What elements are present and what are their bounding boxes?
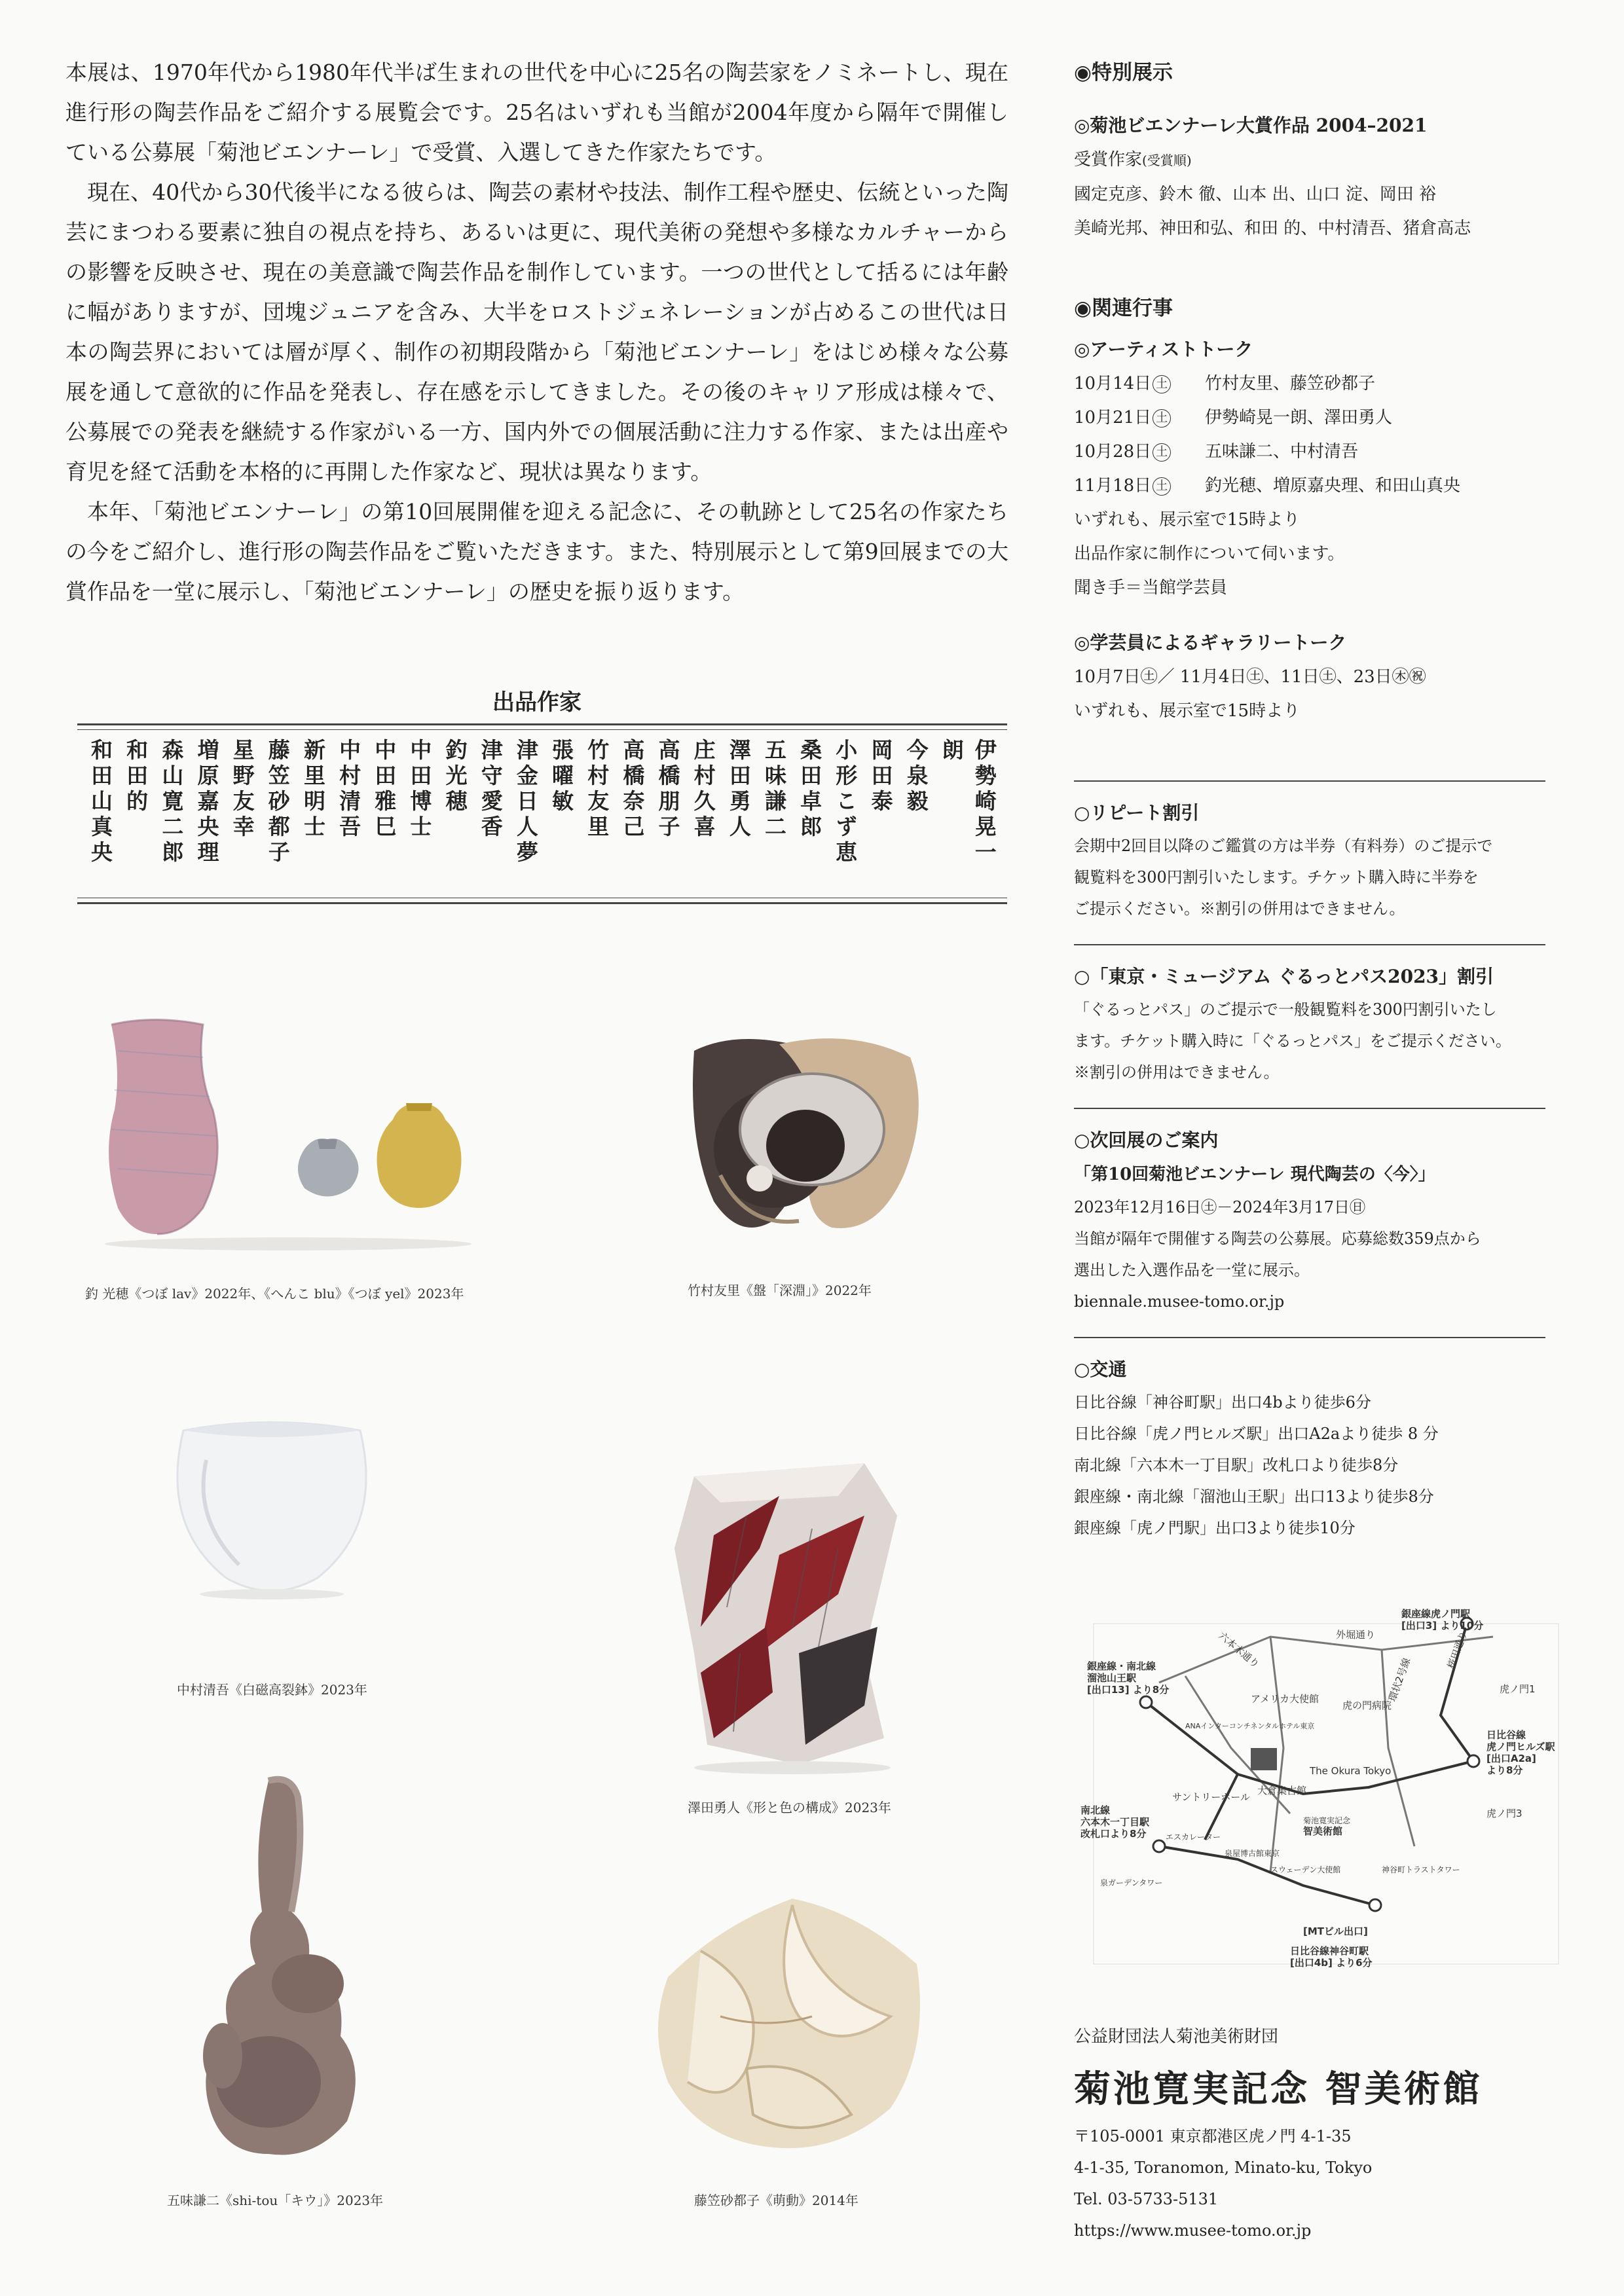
map-label-tameike-line: 銀座線・南北線 (1087, 1660, 1156, 1672)
artist-name: 新里明士 (300, 738, 326, 841)
artist-talk-names: 五味謙二、中村清吾 (1205, 442, 1359, 462)
access-line: 日比谷線「虎ノ門ヒルズ駅」出口A2aより徒歩 8 分 (1074, 1425, 1439, 1443)
intro-paragraph-1: 本展は、1970年代から1980年代半ば生まれの世代を中心に25名の陶芸家をノミネートし、現在進行形の陶芸作品をご紹介する展覧会です。25名はいずれも当館が2004年度から隔年で開催している公募展「菊池ビエンナーレ」で受賞、入選してきた作家たちです。 (65, 60, 1008, 165)
grutto-pass-text-2: ます。チケット購入時に「ぐるっとパス」をご提示ください。 (1074, 1032, 1511, 1050)
artist-name: 津守愛香 (477, 738, 504, 841)
artist-talk-date (1074, 367, 1205, 401)
artist-name: 五味謙二 (761, 738, 787, 841)
artist-name: 小形こず恵 (832, 738, 858, 866)
access-heading: ○交通 (1074, 1358, 1127, 1380)
special-exhibit-subheading: ◎菊池ビエンナーレ大賞作品 2004–2021 (1074, 115, 1428, 136)
map-label-toranomon1: 虎ノ門1 (1500, 1683, 1536, 1695)
artist-name: 津金日人夢 (513, 738, 539, 866)
day-of-week-badge: 土 (1153, 443, 1171, 462)
website-url[interactable]: https://www.musee-tomo.or.jp (1074, 2221, 1312, 2240)
map-label-senoku: 泉屋博古館東京 (1225, 1849, 1280, 1858)
info-column (1074, 56, 1545, 1544)
grutto-pass-text-1: 「ぐるっとパス」のご提示で一般観覧料を300円割引いたし (1074, 1000, 1497, 1019)
special-exhibit-artists-2: 美崎光邦、神田和弘、和田 的、中村清吾、猪倉高志 (1074, 219, 1471, 238)
address-english: 4-1-35, Toranomon, Minato-ku, Tokyo (1074, 2159, 1373, 2177)
map-label-escalator: エスカレーター (1166, 1832, 1221, 1842)
artists-list (77, 723, 1007, 904)
artist-talk-date (1074, 401, 1205, 435)
artist-columns (84, 738, 1001, 889)
telephone: Tel. 03-5733-5131 (1074, 2190, 1219, 2208)
artist-name: 張曜敏 (549, 738, 575, 815)
artist-talk-heading: ◎アーティストトーク (1074, 338, 1253, 360)
artist-talk-note-3: 聞き手＝当館学芸員 (1074, 578, 1228, 598)
work-caption-4: 澤田勇人《形と色の構成》2023年 (688, 1800, 891, 1815)
map-label-tameike: 溜池山王駅 (1087, 1672, 1137, 1684)
artist-name: 伊勢崎晃一朗 (938, 738, 997, 866)
divider (1074, 1108, 1545, 1109)
divider (1074, 944, 1545, 945)
map-label-toranomon-hills: 虎ノ門ヒルズ駅 (1486, 1741, 1555, 1753)
special-exhibit-note (1074, 143, 1545, 177)
work-caption-2: 竹村友里《盤「深淵」》2022年 (688, 1283, 872, 1298)
work-photo-nakamura-bowl (167, 1408, 377, 1604)
artist-talk-date-text: 10月21日 (1074, 408, 1152, 428)
map-label-museum: 智美術館 (1303, 1825, 1343, 1837)
map-label-kanjo: 環状2号線 (1386, 1656, 1413, 1704)
map-label-toranomon: 銀座線虎ノ門駅 (1401, 1608, 1471, 1620)
work-photo-sawada-form (668, 1457, 917, 1777)
day-of-week-badge: 土 (1153, 477, 1171, 496)
map-label-sakurada: 桜田通り (1445, 1629, 1470, 1671)
map-label-sen-garden: 泉ガーデンタワー (1100, 1878, 1163, 1887)
divider (1074, 1337, 1545, 1338)
repeat-discount-text-2: 観覧料を300円割引いたします。チケット購入時に半券を (1074, 868, 1479, 886)
artist-name: 澤田勇人 (726, 738, 752, 841)
special-exhibit-artists-1: 國定克彦、鈴木 徹、山本 出、山口 淀、岡田 裕 (1074, 185, 1437, 204)
special-exhibit-heading: ◉特別展示 (1074, 61, 1173, 84)
next-exhibition-title: 「第10回菊池ビエンナーレ 現代陶芸の〈今〉」 (1074, 1165, 1435, 1184)
access-line: 日比谷線「神谷町駅」出口4bより徒歩6分 (1074, 1393, 1371, 1412)
events-heading: ◉関連行事 (1074, 297, 1173, 320)
special-exhibit-note-text: 受賞作家 (1074, 150, 1143, 170)
access-line: 銀座線・南北線「溜池山王駅」出口13より徒歩8分 (1074, 1487, 1434, 1506)
map-label-mt-exit: [MTビル出口] (1303, 1925, 1368, 1937)
grutto-pass-heading: ○「東京・ミュージアム ぐるっとパス2023」割引 (1074, 966, 1494, 987)
access-map (1074, 1597, 1572, 2003)
artist-talk-date-text: 11月18日 (1074, 476, 1152, 496)
artist-name: 高橋朋子 (655, 738, 681, 841)
work-photo-fujikasa-sprouting (642, 1886, 936, 2167)
intro-paragraph-3: 本年、「菊池ビエンナーレ」の第10回展開催を迎える記念に、その軌跡として25名の作家たちの今をご紹介し、進行形の陶芸作品をご覧いただきます。また、特別展示として第9回展までの大賞作品を一堂に展示し、「菊池ビエンナーレ」の歴史を振り返ります。 (65, 499, 1008, 604)
map-label-sotobori: 外堀通り (1336, 1629, 1376, 1641)
next-exhibition-heading: ○次回展のご案内 (1074, 1129, 1219, 1151)
map-label-museum-top: 菊池寛実記念 (1303, 1816, 1351, 1825)
gallery-talk-note: いずれも、展示室で15時より (1074, 701, 1301, 721)
work-photo-takemura-plate (681, 1031, 930, 1247)
map-label-us-embassy: アメリカ大使館 (1251, 1693, 1319, 1705)
artist-name: 今泉毅 (903, 738, 929, 815)
museum-marker (1251, 1748, 1277, 1770)
map-label-okura-shukokan: 大倉集古館 (1257, 1785, 1307, 1796)
map-label-hibiya-line: 日比谷線 (1486, 1729, 1526, 1741)
map-label-toranomon-exit: [出口3] より10分 (1401, 1620, 1484, 1631)
artist-talk-row (1074, 367, 1545, 401)
map-label-kamiyacho: 日比谷線神谷町駅 (1290, 1945, 1369, 1957)
artist-name: 中田雅巳 (371, 738, 397, 841)
day-of-week-badge: 土 (1153, 409, 1171, 428)
artist-talk-date (1074, 469, 1205, 503)
access-line: 銀座線「虎ノ門駅」出口3より徒歩10分 (1074, 1519, 1356, 1537)
work-photo-gomi-sculpture (183, 1768, 380, 2174)
artist-talk-names: 釣光穂、増原嘉央理、和田山真央 (1205, 476, 1461, 496)
map-label-toranomon-hills-exit: [出口A2a] (1486, 1753, 1536, 1764)
map-label-suntory: サントリーホール (1172, 1791, 1250, 1803)
special-exhibit-note-small: (受賞順) (1142, 153, 1192, 168)
artist-talk-date-text: 10月28日 (1074, 442, 1152, 462)
artist-talk-date (1074, 435, 1205, 469)
work-caption-1: 釣 光穂《つぼ lav》2022年、《へんこ blu》《つぼ yel》2023年 (85, 1286, 464, 1302)
artist-talk-names: 伊勢崎晃一朗、澤田勇人 (1205, 408, 1393, 428)
gallery-talk-heading: ◎学芸員によるギャラリートーク (1074, 632, 1347, 653)
work-caption-3: 中村清吾《白磁高裂鉢》2023年 (177, 1682, 367, 1698)
artist-talk-note-2: 出品作家に制作について伺います。 (1074, 544, 1345, 564)
artist-name: 中田博士 (407, 738, 433, 841)
artist-name: 桑田卓郎 (797, 738, 823, 841)
repeat-discount-text-1: 会期中2回目以降のご鑑賞の方は半券（有料券）のご提示で (1074, 837, 1493, 855)
map-label-roppongi-dori: 六本木通り (1216, 1630, 1262, 1671)
access-line: 南北線「六本木一丁目駅」改札口より徒歩8分 (1074, 1456, 1399, 1474)
repeat-discount-heading: ○リピート割引 (1074, 802, 1200, 824)
work-caption-6: 藤笠砂都子《萌動》2014年 (694, 2193, 858, 2208)
next-exhibition-text-2: 選出した入選作品を一堂に展示。 (1074, 1261, 1310, 1279)
map-label-roppongi: 六本木一丁目駅 (1080, 1816, 1150, 1828)
artist-name: 庄村久喜 (690, 738, 716, 841)
artists-title: 出品作家 (492, 689, 581, 716)
work-caption-5: 五味謙二《shi-tou「キウ」》2023年 (167, 2193, 384, 2208)
artist-talk-note-1: いずれも、展示室で15時より (1074, 510, 1301, 530)
map-label-kamiyacho-trust: 神谷町トラストタワー (1382, 1865, 1460, 1874)
artist-talk-names: 竹村友里、藤笠砂都子 (1205, 374, 1376, 393)
artist-name: 藤笠砂都子 (265, 738, 291, 866)
map-label-tameike-exit: [出口13] より8分 (1087, 1684, 1170, 1696)
map-label-roppongi-line: 南北線 (1080, 1804, 1111, 1816)
next-exhibition-text-1: 当館が隔年で開催する陶芸の公募展。応募総数359点から (1074, 1230, 1481, 1248)
artist-talk-date-text: 10月14日 (1074, 374, 1152, 393)
map-label-okura: The Okura Tokyo (1310, 1765, 1392, 1777)
map-label-hospital: 虎の門病院 (1342, 1700, 1392, 1711)
grutto-pass-text-3: ※割引の併用はできません。 (1074, 1063, 1280, 1082)
gallery-talk-dates: 10月7日㊏／ 11月4日㊏、11日㊏、23日㊍㊗ (1074, 667, 1426, 687)
artist-name: 岡田泰 (868, 738, 894, 815)
museum-name: 菊池寛実記念 智美術館 (1074, 2068, 1483, 2111)
artist-talk-row (1074, 469, 1545, 503)
map-label-toranomon3: 虎ノ門3 (1486, 1808, 1522, 1819)
access-list (1074, 1387, 1545, 1544)
map-label-toranomon-hills-min: より8分 (1486, 1764, 1523, 1776)
artist-name: 和田山真央 (88, 738, 113, 866)
artist-name: 星野友幸 (229, 738, 255, 841)
foundation-name: 公益財団法人菊池美術財団 (1074, 2027, 1279, 2047)
artist-talk-list (1074, 367, 1545, 503)
artist-name: 和田的 (123, 738, 149, 815)
divider (1074, 780, 1545, 782)
intro-text (65, 52, 1008, 611)
artist-name: 釣光穂 (442, 738, 468, 815)
map-label-hotel-ana: ANAインターコンチネンタルホテル東京 (1185, 1722, 1315, 1730)
intro-paragraph-2: 現在、40代から30代後半になる彼らは、陶芸の素材や技法、制作工程や歴史、伝統といった陶芸にまつわる要素に独自の視点を持ち、あるいは更に、現代美術の発想や多様なカルチャーからの影響を反映させ、現在の美意識で陶芸作品を制作しています。一つの世代として括るには年齢に幅がありますが、団塊ジュニアを含み、大半をロストジェネレーションが占めるこの世代は日本の陶芸界においては層が厚く、制作の初期段階から「菊池ビエンナーレ」をはじめ様々な公募展を通して意欲的に作品を発表し、存在感を示してきました。その後のキャリア形成は様々で、公募展での発表を継続する作家がいる一方、国内外での個展活動に注力する作家、または出産や育児を経て活動を本格的に再開した作家など、現状は異なります。 (65, 179, 1008, 484)
artist-name: 中村清吾 (336, 738, 362, 841)
artist-name: 竹村友里 (584, 738, 610, 841)
organization-info (1074, 2020, 1572, 2246)
map-label-roppongi-exit: 改札口より8分 (1080, 1828, 1147, 1840)
map-label-kamiyacho-exit: [出口4b] より6分 (1290, 1957, 1373, 1969)
next-exhibition-dates: 2023年12月16日㊏－2024年3月17日㊐ (1074, 1198, 1366, 1216)
artist-talk-row (1074, 401, 1545, 435)
work-photo-tsuri-vases (92, 1011, 485, 1260)
artist-name: 森山寛二郎 (158, 738, 185, 866)
day-of-week-badge: 土 (1153, 375, 1171, 393)
map-label-sweden: スウェーデン大使館 (1270, 1865, 1341, 1874)
next-exhibition-url[interactable]: biennale.musee-tomo.or.jp (1074, 1292, 1285, 1311)
artist-name: 高橋奈己 (619, 738, 646, 841)
repeat-discount-text-3: ご提示ください。※割引の併用はできません。 (1074, 900, 1405, 918)
artist-talk-row (1074, 435, 1545, 469)
postal-address: 〒105-0001 東京都港区虎ノ門 4-1-35 (1074, 2127, 1352, 2145)
artist-name: 増原嘉央理 (194, 738, 220, 866)
